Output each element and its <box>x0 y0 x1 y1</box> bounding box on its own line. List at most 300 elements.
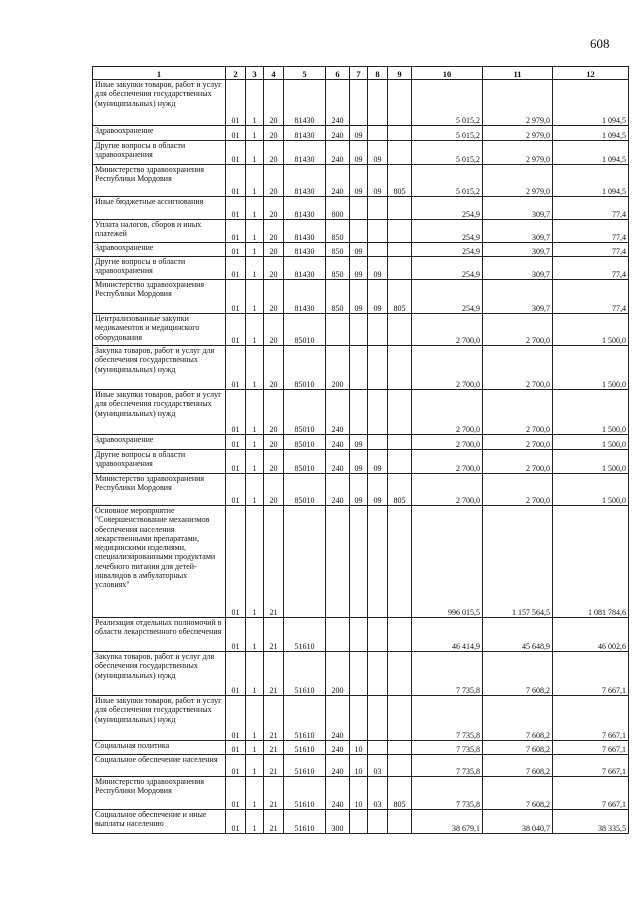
code-cell-5: 85010 <box>284 346 326 390</box>
code-cell-7: 09 <box>350 243 368 257</box>
code-cell-2: 01 <box>226 314 246 346</box>
row-name-cell: Централизованные закупки медикаментов и медицинского оборудования <box>93 314 226 346</box>
code-cell-2: 01 <box>226 220 246 243</box>
row-name-cell: Другие вопросы в области здравоохранения <box>93 450 226 474</box>
code-cell-3: 1 <box>246 165 264 197</box>
row-name-cell: Закупка товаров, работ и услуг для обеспечения государственных (муниципальных) нужд <box>93 652 226 696</box>
amount-cell-11: 1 157 564,5 <box>483 506 553 618</box>
code-cell-5: 51610 <box>284 618 326 652</box>
table-row <box>93 243 629 257</box>
code-cell-8 <box>368 126 388 141</box>
code-cell-3: 1 <box>246 450 264 474</box>
code-cell-9 <box>388 346 412 390</box>
code-cell-2: 01 <box>226 618 246 652</box>
code-cell-2: 01 <box>226 450 246 474</box>
code-cell-9 <box>388 652 412 696</box>
code-cell-4: 20 <box>264 80 284 126</box>
amount-cell-11: 7 608,2 <box>483 696 553 741</box>
amount-cell-12: 1 500,0 <box>553 390 629 435</box>
code-cell-9 <box>388 220 412 243</box>
code-cell-9 <box>388 257 412 280</box>
code-cell-6: 240 <box>326 755 350 777</box>
code-cell-9: 805 <box>388 280 412 314</box>
code-cell-3: 1 <box>246 810 264 834</box>
amount-cell-11: 2 700,0 <box>483 314 553 346</box>
code-cell-8: 09 <box>368 165 388 197</box>
amount-cell-12: 1 094,5 <box>553 126 629 141</box>
code-cell-6 <box>326 314 350 346</box>
amount-cell-10: 7 735,8 <box>412 696 483 741</box>
code-cell-8 <box>368 390 388 435</box>
code-cell-7: 09 <box>350 474 368 506</box>
code-cell-6: 240 <box>326 80 350 126</box>
code-cell-4: 20 <box>264 280 284 314</box>
code-cell-3: 1 <box>246 280 264 314</box>
code-cell-8: 09 <box>368 474 388 506</box>
table-row <box>93 141 629 165</box>
column-header-8: 8 <box>368 67 388 80</box>
code-cell-4: 20 <box>264 243 284 257</box>
code-cell-6: 200 <box>326 346 350 390</box>
amount-cell-12: 1 500,0 <box>553 474 629 506</box>
code-cell-5: 51610 <box>284 777 326 810</box>
amount-cell-11: 7 608,2 <box>483 652 553 696</box>
amount-cell-10: 2 700,0 <box>412 435 483 450</box>
code-cell-6: 240 <box>326 165 350 197</box>
code-cell-7: 10 <box>350 777 368 810</box>
code-cell-2: 01 <box>226 696 246 741</box>
code-cell-9 <box>388 126 412 141</box>
code-cell-7: 09 <box>350 165 368 197</box>
amount-cell-10: 2 700,0 <box>412 450 483 474</box>
code-cell-2: 01 <box>226 652 246 696</box>
code-cell-8 <box>368 696 388 741</box>
amount-cell-11: 309,7 <box>483 280 553 314</box>
code-cell-4: 21 <box>264 506 284 618</box>
code-cell-7 <box>350 80 368 126</box>
amount-cell-10: 5 015,2 <box>412 126 483 141</box>
code-cell-6: 240 <box>326 390 350 435</box>
code-cell-5: 81430 <box>284 165 326 197</box>
code-cell-3: 1 <box>246 141 264 165</box>
table-row <box>93 390 629 435</box>
code-cell-6: 200 <box>326 652 350 696</box>
column-header-5: 5 <box>284 67 326 80</box>
amount-cell-12: 7 667,1 <box>553 652 629 696</box>
code-cell-5: 51610 <box>284 755 326 777</box>
amount-cell-10: 46 414,9 <box>412 618 483 652</box>
code-cell-4: 20 <box>264 435 284 450</box>
amount-cell-10: 254,9 <box>412 197 483 220</box>
code-cell-6: 240 <box>326 450 350 474</box>
code-cell-3: 1 <box>246 80 264 126</box>
code-cell-9 <box>388 390 412 435</box>
table-row <box>93 80 629 126</box>
table-row <box>93 696 629 741</box>
code-cell-5 <box>284 506 326 618</box>
amount-cell-12: 77,4 <box>553 197 629 220</box>
code-cell-5: 85010 <box>284 435 326 450</box>
code-cell-8 <box>368 618 388 652</box>
code-cell-5: 51610 <box>284 810 326 834</box>
amount-cell-12: 7 667,1 <box>553 696 629 741</box>
row-name-cell: Другие вопросы в области здравоохранения <box>93 257 226 280</box>
code-cell-9 <box>388 141 412 165</box>
code-cell-5: 51610 <box>284 741 326 755</box>
code-cell-5: 85010 <box>284 474 326 506</box>
code-cell-5: 85010 <box>284 450 326 474</box>
code-cell-4: 20 <box>264 141 284 165</box>
code-cell-3: 1 <box>246 777 264 810</box>
code-cell-4: 20 <box>264 314 284 346</box>
amount-cell-10: 5 015,2 <box>412 80 483 126</box>
table-row <box>93 450 629 474</box>
column-header-9: 9 <box>388 67 412 80</box>
code-cell-3: 1 <box>246 474 264 506</box>
table-row <box>93 741 629 755</box>
code-cell-7 <box>350 810 368 834</box>
code-cell-4: 20 <box>264 197 284 220</box>
code-cell-7: 09 <box>350 435 368 450</box>
code-cell-6: 850 <box>326 257 350 280</box>
code-cell-5: 81430 <box>284 257 326 280</box>
code-cell-9 <box>388 696 412 741</box>
code-cell-2: 01 <box>226 506 246 618</box>
amount-cell-10: 254,9 <box>412 280 483 314</box>
table-row <box>93 435 629 450</box>
code-cell-3: 1 <box>246 390 264 435</box>
amount-cell-11: 2 700,0 <box>483 346 553 390</box>
code-cell-5: 81430 <box>284 80 326 126</box>
code-cell-9 <box>388 506 412 618</box>
code-cell-9 <box>388 810 412 834</box>
table-row <box>93 165 629 197</box>
code-cell-4: 20 <box>264 220 284 243</box>
amount-cell-12: 1 500,0 <box>553 346 629 390</box>
column-header-11: 11 <box>483 67 553 80</box>
code-cell-2: 01 <box>226 257 246 280</box>
code-cell-7 <box>350 197 368 220</box>
table-row <box>93 314 629 346</box>
code-cell-3: 1 <box>246 652 264 696</box>
code-cell-6 <box>326 618 350 652</box>
amount-cell-11: 2 979,0 <box>483 165 553 197</box>
column-header-1: 1 <box>93 67 226 80</box>
amount-cell-11: 309,7 <box>483 220 553 243</box>
code-cell-7 <box>350 506 368 618</box>
code-cell-3: 1 <box>246 618 264 652</box>
amount-cell-10: 2 700,0 <box>412 474 483 506</box>
code-cell-9: 805 <box>388 165 412 197</box>
row-name-cell: Здравоохранение <box>93 126 226 141</box>
amount-cell-11: 2 979,0 <box>483 141 553 165</box>
code-cell-2: 01 <box>226 80 246 126</box>
code-cell-5: 85010 <box>284 314 326 346</box>
amount-cell-10: 7 735,8 <box>412 777 483 810</box>
code-cell-7 <box>350 220 368 243</box>
code-cell-9 <box>388 243 412 257</box>
code-cell-6: 240 <box>326 777 350 810</box>
code-cell-7: 10 <box>350 741 368 755</box>
amount-cell-10: 38 679,1 <box>412 810 483 834</box>
column-header-6: 6 <box>326 67 350 80</box>
code-cell-4: 20 <box>264 126 284 141</box>
amount-cell-11: 2 700,0 <box>483 450 553 474</box>
code-cell-8 <box>368 314 388 346</box>
code-cell-4: 21 <box>264 696 284 741</box>
code-cell-2: 01 <box>226 435 246 450</box>
table-header <box>93 67 629 80</box>
column-header-12: 12 <box>553 67 629 80</box>
code-cell-4: 20 <box>264 346 284 390</box>
table-row <box>93 652 629 696</box>
table-row <box>93 280 629 314</box>
code-cell-3: 1 <box>246 506 264 618</box>
amount-cell-10: 254,9 <box>412 243 483 257</box>
code-cell-6: 240 <box>326 696 350 741</box>
code-cell-7 <box>350 696 368 741</box>
amount-cell-11: 7 608,2 <box>483 777 553 810</box>
code-cell-6: 240 <box>326 141 350 165</box>
amount-cell-12: 1 500,0 <box>553 435 629 450</box>
code-cell-6: 850 <box>326 280 350 314</box>
code-cell-6: 240 <box>326 435 350 450</box>
header-row <box>93 67 629 80</box>
amount-cell-11: 45 648,9 <box>483 618 553 652</box>
code-cell-8 <box>368 197 388 220</box>
amount-cell-11: 2 700,0 <box>483 474 553 506</box>
table-row <box>93 126 629 141</box>
amount-cell-10: 5 015,2 <box>412 165 483 197</box>
code-cell-7: 09 <box>350 257 368 280</box>
code-cell-2: 01 <box>226 141 246 165</box>
column-header-7: 7 <box>350 67 368 80</box>
code-cell-8: 09 <box>368 141 388 165</box>
code-cell-7 <box>350 652 368 696</box>
amount-cell-12: 77,4 <box>553 220 629 243</box>
code-cell-5: 81430 <box>284 280 326 314</box>
code-cell-8 <box>368 810 388 834</box>
table-row <box>93 755 629 777</box>
code-cell-7 <box>350 618 368 652</box>
code-cell-5: 81430 <box>284 243 326 257</box>
column-header-10: 10 <box>412 67 483 80</box>
row-name-cell: Иные закупки товаров, работ и услуг для обеспечения государственных (муниципальных) нужд <box>93 80 226 126</box>
code-cell-8: 03 <box>368 755 388 777</box>
code-cell-6: 850 <box>326 220 350 243</box>
code-cell-4: 21 <box>264 652 284 696</box>
amount-cell-10: 996 015,5 <box>412 506 483 618</box>
code-cell-8 <box>368 80 388 126</box>
table-row <box>93 346 629 390</box>
code-cell-8 <box>368 243 388 257</box>
code-cell-4: 21 <box>264 777 284 810</box>
code-cell-4: 20 <box>264 390 284 435</box>
amount-cell-10: 7 735,8 <box>412 755 483 777</box>
code-cell-8 <box>368 435 388 450</box>
code-cell-8: 09 <box>368 280 388 314</box>
amount-cell-12: 7 667,1 <box>553 755 629 777</box>
amount-cell-11: 2 979,0 <box>483 126 553 141</box>
amount-cell-10: 5 015,2 <box>412 141 483 165</box>
code-cell-5: 81430 <box>284 126 326 141</box>
code-cell-6: 850 <box>326 243 350 257</box>
table-row <box>93 777 629 810</box>
table-row <box>93 618 629 652</box>
row-name-cell: Здравоохранение <box>93 435 226 450</box>
code-cell-7: 09 <box>350 450 368 474</box>
code-cell-3: 1 <box>246 257 264 280</box>
code-cell-6: 240 <box>326 474 350 506</box>
row-name-cell: Министерство здравоохранения Республики Мордовия <box>93 777 226 810</box>
code-cell-3: 1 <box>246 126 264 141</box>
amount-cell-11: 309,7 <box>483 257 553 280</box>
amount-cell-10: 254,9 <box>412 257 483 280</box>
row-name-cell: Основное мероприятие "Совершенствование механизмов обеспечения населения лекарственными препаратами, медицинскими изделиями, специализированными продуктами лечебного питания для детей-инвалидов в амбулаторных условиях" <box>93 506 226 618</box>
budget-table <box>92 66 629 834</box>
code-cell-9 <box>388 450 412 474</box>
code-cell-3: 1 <box>246 220 264 243</box>
code-cell-2: 01 <box>226 390 246 435</box>
table-row <box>93 220 629 243</box>
code-cell-9 <box>388 197 412 220</box>
code-cell-4: 20 <box>264 257 284 280</box>
row-name-cell: Здравоохранение <box>93 243 226 257</box>
row-name-cell: Министерство здравоохранения Республики Мордовия <box>93 165 226 197</box>
row-name-cell: Реализация отдельных полномочий в области лекарственного обеспечения <box>93 618 226 652</box>
page-number: 608 <box>590 36 610 51</box>
code-cell-2: 01 <box>226 346 246 390</box>
amount-cell-10: 2 700,0 <box>412 314 483 346</box>
code-cell-7: 09 <box>350 141 368 165</box>
code-cell-9 <box>388 314 412 346</box>
code-cell-6: 300 <box>326 810 350 834</box>
code-cell-4: 20 <box>264 450 284 474</box>
amount-cell-11: 2 700,0 <box>483 435 553 450</box>
amount-cell-12: 1 081 784,6 <box>553 506 629 618</box>
row-name-cell: Социальное обеспечение населения <box>93 755 226 777</box>
column-header-2: 2 <box>226 67 246 80</box>
code-cell-3: 1 <box>246 741 264 755</box>
amount-cell-12: 77,4 <box>553 257 629 280</box>
code-cell-2: 01 <box>226 741 246 755</box>
code-cell-4: 20 <box>264 165 284 197</box>
code-cell-2: 01 <box>226 810 246 834</box>
code-cell-2: 01 <box>226 755 246 777</box>
code-cell-6: 800 <box>326 197 350 220</box>
code-cell-3: 1 <box>246 346 264 390</box>
code-cell-3: 1 <box>246 197 264 220</box>
row-name-cell: Социальное обеспечение и иные выплаты населению <box>93 810 226 834</box>
code-cell-7 <box>350 390 368 435</box>
code-cell-4: 21 <box>264 618 284 652</box>
code-cell-2: 01 <box>226 165 246 197</box>
code-cell-9: 805 <box>388 474 412 506</box>
amount-cell-11: 38 040,7 <box>483 810 553 834</box>
code-cell-2: 01 <box>226 243 246 257</box>
amount-cell-12: 1 094,5 <box>553 80 629 126</box>
code-cell-2: 01 <box>226 777 246 810</box>
row-name-cell: Министерство здравоохранения Республики Мордовия <box>93 474 226 506</box>
row-name-cell: Иные закупки товаров, работ и услуг для обеспечения государственных (муниципальных) нужд <box>93 696 226 741</box>
code-cell-9: 805 <box>388 777 412 810</box>
code-cell-4: 21 <box>264 810 284 834</box>
amount-cell-10: 2 700,0 <box>412 346 483 390</box>
row-name-cell: Иные бюджетные ассигнования <box>93 197 226 220</box>
code-cell-6: 240 <box>326 126 350 141</box>
code-cell-5: 51610 <box>284 652 326 696</box>
code-cell-3: 1 <box>246 243 264 257</box>
code-cell-8: 03 <box>368 777 388 810</box>
code-cell-8 <box>368 652 388 696</box>
row-name-cell: Социальная политика <box>93 741 226 755</box>
amount-cell-12: 1 094,5 <box>553 141 629 165</box>
amount-cell-10: 254,9 <box>412 220 483 243</box>
amount-cell-10: 7 735,8 <box>412 741 483 755</box>
code-cell-8: 09 <box>368 450 388 474</box>
amount-cell-11: 2 979,0 <box>483 80 553 126</box>
code-cell-9 <box>388 741 412 755</box>
code-cell-2: 01 <box>226 474 246 506</box>
amount-cell-11: 309,7 <box>483 243 553 257</box>
code-cell-4: 21 <box>264 755 284 777</box>
amount-cell-12: 77,4 <box>553 280 629 314</box>
code-cell-6: 240 <box>326 741 350 755</box>
code-cell-7 <box>350 346 368 390</box>
code-cell-9 <box>388 618 412 652</box>
row-name-cell: Другие вопросы в области здравоохранения <box>93 141 226 165</box>
code-cell-8: 09 <box>368 257 388 280</box>
code-cell-7: 10 <box>350 755 368 777</box>
amount-cell-11: 7 608,2 <box>483 741 553 755</box>
amount-cell-12: 38 335,5 <box>553 810 629 834</box>
code-cell-4: 20 <box>264 474 284 506</box>
code-cell-3: 1 <box>246 435 264 450</box>
code-cell-8 <box>368 346 388 390</box>
code-cell-2: 01 <box>226 126 246 141</box>
code-cell-3: 1 <box>246 314 264 346</box>
code-cell-9 <box>388 80 412 126</box>
column-header-4: 4 <box>264 67 284 80</box>
code-cell-8 <box>368 741 388 755</box>
amount-cell-10: 2 700,0 <box>412 390 483 435</box>
amount-cell-11: 309,7 <box>483 197 553 220</box>
row-name-cell: Закупка товаров, работ и услуг для обеспечения государственных (муниципальных) нужд <box>93 346 226 390</box>
column-header-3: 3 <box>246 67 264 80</box>
amount-cell-12: 46 002,6 <box>553 618 629 652</box>
amount-cell-12: 1 500,0 <box>553 314 629 346</box>
row-name-cell: Министерство здравоохранения Республики Мордовия <box>93 280 226 314</box>
code-cell-3: 1 <box>246 696 264 741</box>
code-cell-7: 09 <box>350 126 368 141</box>
code-cell-7: 09 <box>350 280 368 314</box>
table-row <box>93 810 629 834</box>
table-row <box>93 506 629 618</box>
amount-cell-11: 7 608,2 <box>483 755 553 777</box>
amount-cell-12: 1 500,0 <box>553 450 629 474</box>
table-body <box>93 80 629 834</box>
code-cell-7 <box>350 314 368 346</box>
table-row <box>93 257 629 280</box>
amount-cell-12: 7 667,1 <box>553 741 629 755</box>
table-row <box>93 474 629 506</box>
code-cell-6 <box>326 506 350 618</box>
amount-cell-10: 7 735,8 <box>412 652 483 696</box>
amount-cell-11: 2 700,0 <box>483 390 553 435</box>
code-cell-5: 81430 <box>284 220 326 243</box>
code-cell-3: 1 <box>246 755 264 777</box>
row-name-cell: Уплата налогов, сборов и иных платежей <box>93 220 226 243</box>
